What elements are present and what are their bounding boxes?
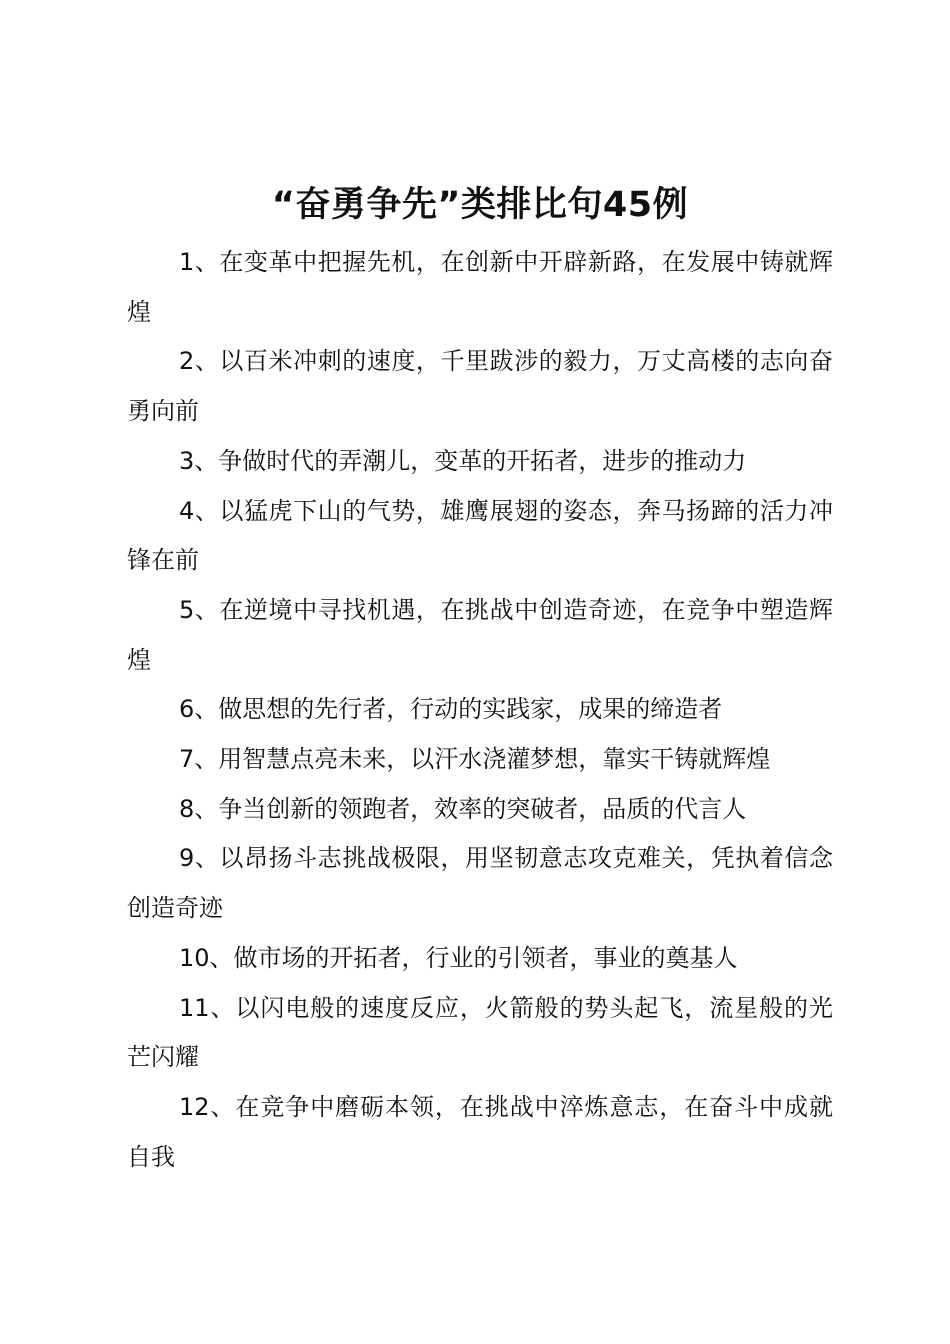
list-item: 2、以百米冲刺的速度，千里跋涉的毅力，万丈高楼的志向奋勇向前 — [127, 347, 833, 426]
list-item: 4、以猛虎下山的气势，雄鹰展翅的姿态，奔马扬蹄的活力冲锋在前 — [127, 496, 833, 575]
list-item: 11、以闪电般的速度反应，火箭般的势头起飞，流星般的光芒闪耀 — [127, 993, 833, 1072]
list-item: 5、在逆境中寻找机遇，在挑战中创造奇迹，在竞争中塑造辉煌 — [127, 595, 833, 674]
list-item: 7、用智慧点亮未来，以汗水浇灌梦想，靠实干铸就辉煌 — [179, 745, 771, 774]
list-item: 10、做市场的开拓者，行业的引领者，事业的奠基人 — [179, 943, 738, 972]
list-item: 8、争当创新的领跑者，效率的突破者，品质的代言人 — [179, 794, 747, 823]
list-item: 3、争做时代的弄潮儿，变革的开拓者，进步的推动力 — [179, 446, 747, 475]
list-item: 6、做思想的先行者，行动的实践家，成果的缔造者 — [179, 695, 723, 724]
list-item: 12、在竞争中磨砺本领，在挑战中淬炼意志，在奋斗中成就自我 — [127, 1092, 833, 1171]
item-list — [127, 238, 833, 1182]
document-page — [127, 180, 833, 1182]
list-item: 9、以昂扬斗志挑战极限，用坚韧意志攻克难关，凭执着信念创造奇迹 — [127, 844, 833, 923]
document-title: “奋勇争先”类排比句45例 — [271, 185, 689, 225]
list-item: 1、在变革中把握先机，在创新中开辟新路，在发展中铸就辉煌 — [127, 248, 833, 326]
